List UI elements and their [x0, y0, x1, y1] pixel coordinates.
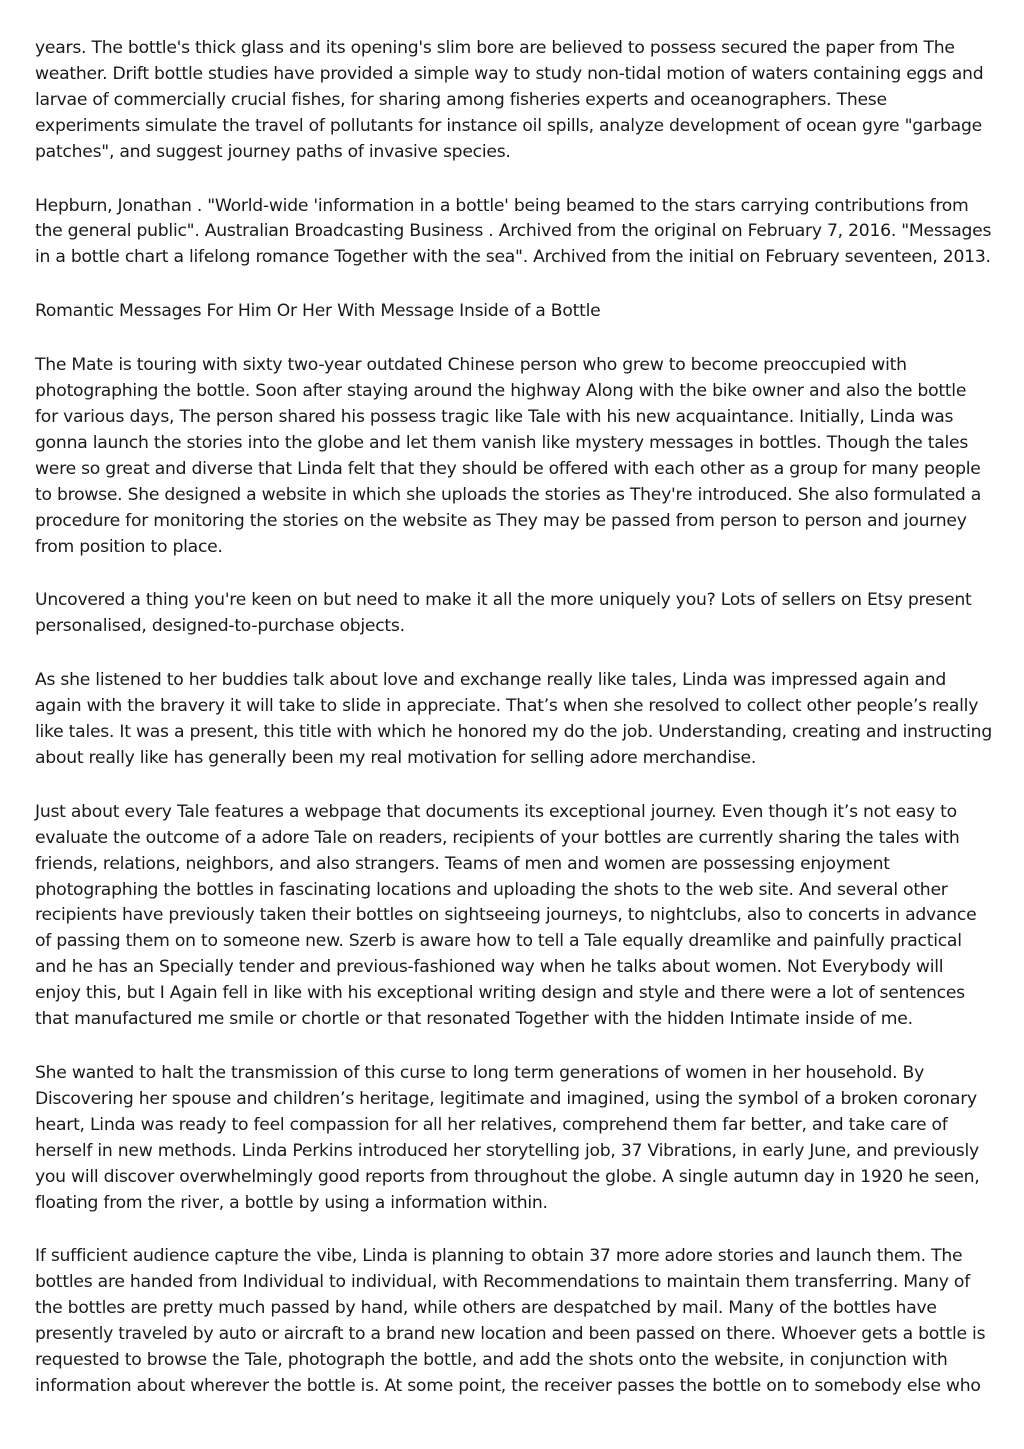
paragraph-etsy-sellers: Uncovered a thing you're keen on but need to make it all the more uniquely you? Lots of sellers on Etsy present personalised, designed-to-purchase objects. [35, 590, 972, 637]
paragraph-tale-webpage: Just about every Tale features a webpage that documents its exceptional journey. Even though it’s not easy to evaluate the outcome of a adore Tale on readers, recipients of your bottles are currently sharing the tales with friends, relations, neighbors, and also strangers. Teams of men and women are possessing enjoyment photographing the bottles in fascinating locations and uploading the shots to the web site. And several other recipients have previously taken their bottles on sightseeing journeys, to nightclubs, also to concerts in advance of passing them on to someone new. Szerb is aware how to tell a Tale equally dreamlike and painfully practical and he has an Specially tender and previous-fashioned way when he talks about women. Not Everybody will enjoy this, but I Again fell in like with his exceptional writing design and style and there were a lot of sentences that manufactured me smile or chortle or that resonated Together with the hidden Intimate inside of me. [35, 801, 977, 1030]
paragraph-love-tales: As she listened to her buddies talk about love and exchange really like tales, Linda was impressed again and again with the bravery it will take to slide in appreciate. That’s when she resolved to collect other people’s really like tales. It was a present, this title with which he honored my do the job. Understanding, creating and instructing about really like has generally been my real motivation for selling adore merchandise. [35, 670, 992, 768]
paragraph-halt-transmission: She wanted to halt the transmission of this curse to long term generations of women in her household. By Discovering her spouse and children’s heritage, legitimate and imagined, using the symbol of a broken coronary heart, Linda was ready to feel compassion for all her relatives, comprehend them far better, and take care of herself in new methods. Linda Perkins introduced her storytelling job, 37 Vibrations, in early June, and previously you will discover overwhelmingly good reports from throughout the globe. A single autumn day in 1920 he seen, floating from the river, a bottle by using a information within. [35, 1063, 980, 1213]
paragraph-drift-bottle-studies: years. The bottle's thick glass and its opening's slim bore are believed to possess secured the paper from The weather. Drift bottle studies have provided a simple way to study non-tidal motion of waters containing eggs and larvae of commercially crucial fishes, for sharing among fisheries experts and oceanographers. These experiments simulate the travel of pollutants for instance oil spills, analyze development of ocean gyre "garbage patches", and suggest journey paths of invasive species. [35, 38, 984, 162]
document-body [35, 36, 993, 1428]
paragraph-romantic-messages-heading: Romantic Messages For Him Or Her With Message Inside of a Bottle [35, 301, 601, 322]
paragraph-mate-touring: The Mate is touring with sixty two-year outdated Chinese person who grew to become preoccupied with photographing the bottle. Soon after staying around the highway Along with the bike owner and also the bottle for various days, The person shared his possess tragic like Tale with his new acquaintance. Initially, Linda was gonna launch the stories into the globe and let them vanish like mystery messages in bottles. Though the tales were so great and diverse that Linda felt that they should be offered with each other as a group for many people to browse. She designed a website in which she uploads the stories as They're introduced. She also formulated a procedure for monitoring the stories on the website as They may be passed from person to person and journey from position to place. [35, 355, 982, 557]
paragraph-sufficient-audience: If sufficient audience capture the vibe, Linda is planning to obtain 37 more adore stories and launch them. The bottles are handed from Individual to individual, with Recommendations to maintain them transferring. Many of the bottles are pretty much passed by hand, while others are despatched by mail. Many of the bottles have presently traveled by auto or aircraft to a brand new location and been passed on there. Whoever gets a bottle is requested to browse the Tale, photograph the bottle, and add the shots onto the website, in conjunction with information about wherever the bottle is. At some point, the receiver passes the bottle on to somebody else who [35, 1246, 986, 1396]
paragraph-hepburn-citation: Hepburn, Jonathan . "World-wide 'information in a bottle' being beamed to the stars carrying contributions from the general public". Australian Broadcasting Business . Archived from the original on February 7, 2016. "Messages in a bottle chart a lifelong romance Together with the sea". Archived from the initial on February seventeen, 2013. [35, 195, 992, 268]
